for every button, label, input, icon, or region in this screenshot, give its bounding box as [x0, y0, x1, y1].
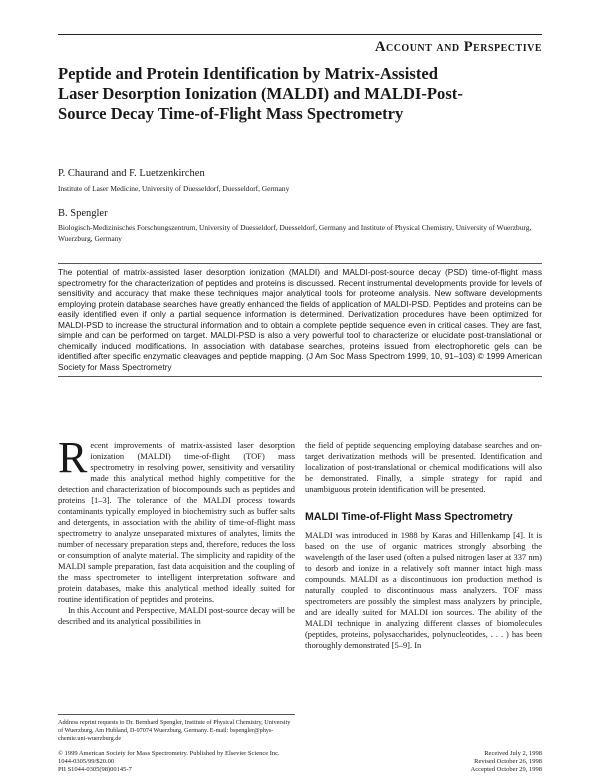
intro-paragraph-2: In this Account and Perspective, MALDI post-source decay will be described and its analytical possibilities in: [58, 605, 295, 626]
article-title: Peptide and Protein Identification by Matrix-Assisted Laser Desorption Ionization (MALDI) and MALDI-Post-Source Decay Time-of-Flight Mass Spectrometry: [58, 64, 463, 123]
issn-line: 1044-0305/99/$20.00: [58, 758, 115, 765]
abstract-citation: (J Am Soc Mass Spectrom 1999, 10, 91–103) © 1999 American Society for Mass Spectrometry: [58, 351, 542, 372]
right-paragraph-1: the field of peptide sequencing employing database searches and on-target derivatization methods will be presented. Identification and localization of post-translational or chemical modifications will also be demonstrated. Finally, a simple strategy for rapid and unambiguous protein identification will be presented.: [305, 440, 542, 494]
copyright-block: [58, 750, 280, 774]
revised-date: Revised October 26, 1998: [474, 758, 542, 765]
copyright-line: © 1999 American Society for Mass Spectrometry. Published by Elsevier Science Inc.: [58, 750, 280, 757]
author-names-2: B. Spengler: [58, 208, 108, 219]
author-affiliation-2: Biologisch-Medizinisches Forschungszentrum, University of Duesseldorf, Duesseldorf, Germany and Institute of Physical Chemistry, University of Wuerzburg, Wuerzburg, Germany: [58, 223, 532, 243]
intro-paragraph-1-text: ecent improvements of matrix-assisted laser desorption ionization (MALDI) time-of-flight (TOF) mass spectrometry in resolving power, sensitivity and versatility made this analytical method highly competitive for the detection and characterization of biocompounds such as peptides and proteins [1–3]. The tolerance of the MALDI process towards contaminants typically employed in biochemistry such as buffer salts and detergents, in association with the ability of time-of-flight mass spectrometry to analyze unseparated mixtures of analytes, limits the number of necessary preparation steps and, therefore, reduces the loss or consumption of analyte material. The simplicity and rapidity of the MALDI sample preparation, fast data acquisition and the coupling of the mass spectrometer to intelligent interpretation software and protein databases, make this analytical method ideally suited for routine identification of peptides and proteins.: [58, 440, 295, 604]
drop-cap: R: [58, 433, 88, 482]
right-paragraph-2: MALDI was introduced in 1988 by Karas and Hillenkamp [4]. It is based on the use of organic matrices strongly absorbing the wavelength of the laser used (often a pulsed nitrogen laser at 337 nm) to desorb and ionize in a relatively soft manner intact high mass compounds. MALDI as a discontinuous ion production method is naturally coupled to discontinuous mass analyzers. TOF mass spectrometers are possibly the simplest mass analyzers by principle, and are ideally suited for MALDI ion sources. The ability of the MALDI technique in analyzing different classes of biomolecules (peptides, proteins, polysaccharides, polynucleotides, . . . ) has been thoroughly demonstrated [5–9]. In: [305, 530, 542, 650]
dates-block: [471, 750, 542, 774]
abstract: [58, 263, 542, 377]
abstract-text: The potential of matrix-assisted laser desorption ionization (MALDI) and MALDI-post-source decay (PSD) time-of-flight mass spectrometry for the characterization of peptides and proteins is discussed. Recent instrumental developments provide for levels of sensitivity and accuracy that make these techniques major analytical tools for proteome analysis. New software developments employing protein database searches have greatly enhanced the fields of application of MALDI-PSD. Peptides and proteins can be easily identified even if only a partial sequence information is determined. Derivatization procedures have been optimized for MALDI-PSD to increase the structural information and to obtain a complete peptide sequence even in critical cases. They are fast, simple and can be performed on target. MALDI-PSD is also a very powerful tool to characterize or elucidate post-translational or chemically induced modifications. In association with database searches, proteins issued from electrophoretic gels can be identified after specific enzymatic cleavages and peptide mapping.: [58, 267, 542, 361]
footnote: Address reprint requests to Dr. Bernhard Spengler, Institute of Physical Chemistry, University of Wuerzburg, Am Hubland, D-97074 Wuerzburg, Germany. E-mail: bspengler@phys-chemie.uni-wuerzburg.de: [58, 714, 295, 743]
section-subheading: MALDI Time-of-Flight Mass Spectrometry: [305, 511, 513, 523]
received-date: Received July 2, 1998: [484, 750, 542, 757]
author-affiliation-1: Institute of Laser Medicine, University of Duesseldorf, Duesseldorf, Germany: [58, 184, 290, 193]
intro-paragraph-1: [58, 433, 295, 605]
author-names-1: P. Chaurand and F. Luetzenkirchen: [58, 168, 205, 179]
accepted-date: Accepted October 29, 1998: [470, 766, 542, 773]
body-column-right: [305, 440, 542, 651]
section-header: Account and Perspective: [58, 34, 542, 56]
pii-line: PII S1044-0305(98)00145-7: [58, 766, 132, 773]
body-column-left: [58, 433, 295, 627]
